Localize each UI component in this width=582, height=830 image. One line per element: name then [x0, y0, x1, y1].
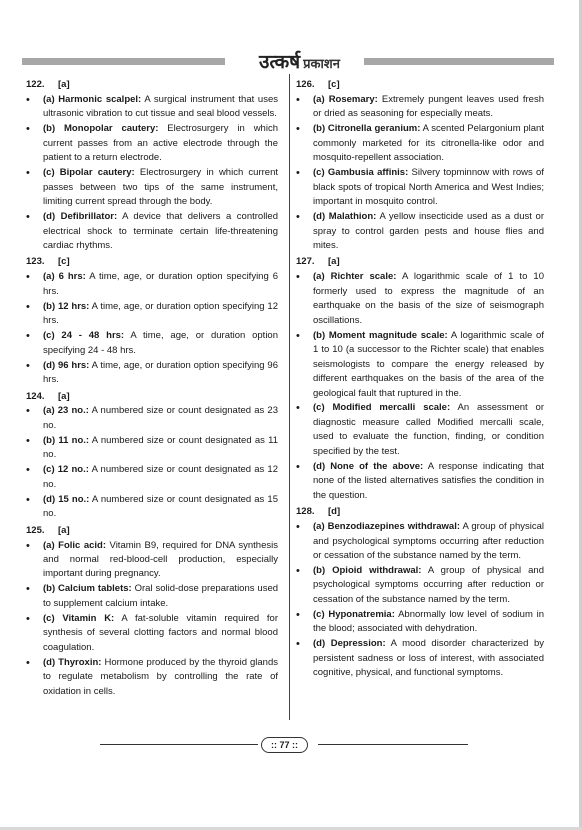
option-description: A time, age, or duration option specifying 24 - 48 hrs. [43, 330, 278, 356]
option-description: A surgical instrument that uses ultrasonic vibration to cut tissue and seal blood vessels. [43, 93, 279, 120]
option-term: (c) 12 no.: [43, 464, 89, 476]
option-description: A numbered size or count designated as 23 no. [43, 405, 278, 431]
option-description: A time, age, or duration option specifying 12 hrs. [43, 300, 278, 327]
footer-line-left [100, 744, 258, 745]
option-description: Silvery topminnow with rows of black spots of tropical North America and West Indies; important in mosquito control. [313, 167, 544, 208]
option-term: (d) Malathion: [313, 211, 377, 223]
bullet-icon: • [26, 434, 30, 447]
answer-key: [c] [58, 256, 70, 268]
question-heading [296, 255, 544, 269]
option-term: (b) Citronella geranium: [313, 123, 421, 135]
brand-main: उत्कर्ष [259, 51, 301, 73]
option-description: Oral solid-dose preparations used to supplement calcium intake. [43, 583, 279, 609]
option-term: (b) 11 no.: [43, 434, 90, 446]
bullet-icon: • [296, 564, 300, 577]
option-description: A device that delivers a controlled electrical shock to terminate certain life-threatening cardiac rhythms. [43, 211, 278, 251]
footer-line-right [318, 744, 468, 745]
option-explanation [296, 460, 544, 503]
option-term: (d) Defibrillator: [43, 211, 118, 223]
question-number: 123. [26, 256, 45, 268]
option-explanation [296, 122, 544, 165]
option-explanation [296, 270, 544, 328]
bullet-icon: • [26, 330, 30, 343]
option-description: Hormone produced by the thyroid glands to regulate metabolism by controlling the rate of oxidation in cells. [43, 656, 278, 697]
option-term: (b) Moment magnitude scale: [313, 329, 448, 341]
option-term: (b) 12 hrs: [43, 300, 90, 312]
option-term: (c) Bipolar cautery: [43, 167, 135, 179]
option-description: A numbered size or count designated as 11 no. [43, 434, 278, 461]
question-number: 125. [26, 524, 45, 536]
option-term: (a) Folic acid: [43, 539, 106, 551]
option-term: (c) Vitamin K: [43, 612, 115, 624]
option-description: A time, age, or duration option specifying 96 hrs. [43, 359, 278, 386]
option-term: (d) 96 hrs: [43, 359, 90, 371]
option-explanation [26, 434, 278, 463]
option-description: Electrosurgery in which current passes between two tips of the same instrument, limiting current spread through the body. [43, 167, 278, 208]
option-term: (c) Modified mercalli scale: [313, 402, 451, 414]
bullet-icon: • [296, 93, 300, 106]
answer-key: [c] [328, 79, 340, 90]
bullet-icon: • [296, 521, 300, 534]
right-column [296, 76, 544, 681]
option-explanation [296, 637, 544, 680]
bullet-icon: • [26, 539, 30, 552]
option-explanation [26, 122, 278, 165]
bullet-icon: • [26, 612, 30, 625]
option-explanation [296, 564, 544, 607]
question-number: 126. [296, 79, 315, 90]
question-number: 124. [26, 390, 45, 402]
option-description: Abnormally low level of sodium in the blood; associated with dehydration. [313, 608, 544, 635]
option-term: (a) 6 hrs: [43, 271, 86, 283]
header-bar-left [22, 58, 225, 65]
bullet-icon: • [296, 608, 300, 621]
option-explanation [26, 493, 278, 522]
option-term: (a) Richter scale: [313, 271, 397, 283]
question-number: 127. [296, 256, 315, 268]
option-explanation [296, 166, 544, 209]
answer-key: [a] [58, 79, 70, 90]
option-description: A yellow insecticide used as a dust or spray to control garden pests and house flies and mites. [313, 211, 544, 251]
question-heading [26, 78, 278, 92]
option-explanation [296, 608, 544, 637]
option-term: (b) Calcium tablets: [43, 583, 132, 595]
question-number: 122. [26, 79, 45, 90]
bullet-icon: • [26, 167, 30, 180]
bullet-icon: • [296, 402, 300, 415]
bullet-icon: • [26, 493, 30, 506]
option-description: A numbered size or count designated as 15 no. [43, 493, 278, 520]
bullet-icon: • [26, 583, 30, 596]
answer-key: [a] [328, 256, 340, 268]
bullet-icon: • [26, 405, 30, 418]
bullet-icon: • [26, 656, 30, 669]
bullet-icon: • [26, 464, 30, 477]
option-term: (d) Thyroxin: [43, 656, 102, 668]
option-explanation [26, 612, 278, 655]
option-term: (c) Hyponatremia: [313, 608, 395, 620]
option-term: (a) 23 no.: [43, 405, 89, 417]
option-description: A response indicating that none of the listed alternatives satisfies the condition in the question. [313, 460, 544, 501]
question-heading [26, 524, 278, 538]
page-footer [100, 737, 468, 753]
bullet-icon: • [296, 167, 300, 180]
option-explanation [26, 166, 278, 209]
option-description: A fat-soluble vitamin required for synthesis of several clotting factors and normal blood coagulation. [43, 612, 278, 653]
bullet-icon: • [296, 329, 300, 342]
option-explanation [26, 463, 278, 492]
option-term: (d) None of the above: [313, 460, 424, 472]
option-term: (b) Monopolar cautery: [43, 123, 159, 135]
bullet-icon: • [296, 211, 300, 224]
brand-sub: प्रकाशन [303, 57, 340, 72]
page-header [22, 50, 554, 76]
option-explanation [296, 210, 544, 253]
page-number: :: 77 :: [261, 737, 308, 753]
option-description: Extremely pungent leaves used fresh or dried as seasoning for especially meats. [313, 93, 545, 120]
question-heading [26, 255, 278, 269]
question-number: 128. [296, 506, 315, 518]
option-description: A time, age, or duration option specifying 6 hrs. [43, 271, 278, 297]
option-explanation [26, 300, 278, 329]
option-description: A logarithmic scale of 1 to 10 (a successor to the Richter scale) that enables seismologists to compare the energy released by different earthquakes on the basis of the area of the geological fault that ruptured in the. [313, 329, 544, 399]
option-explanation [296, 329, 544, 401]
option-description: A mood disorder characterized by persistent sadness or loss of interest, with associated cognitive, physical, and functional symptoms. [313, 638, 544, 679]
option-explanation [296, 520, 544, 563]
option-explanation [26, 359, 278, 388]
option-explanation [26, 210, 278, 253]
option-term: (d) 15 no.: [43, 493, 90, 505]
option-term: (a) Rosemary: [313, 93, 378, 105]
option-explanation [26, 582, 278, 611]
bullet-icon: • [296, 123, 300, 136]
question-heading [296, 505, 544, 519]
bullet-icon: • [296, 638, 300, 651]
option-description: Electrosurgery in which current passes from an active electrode through the patient to a return electrode. [43, 123, 278, 164]
answer-key: [a] [58, 524, 70, 536]
option-term: (d) Depression: [313, 638, 386, 650]
option-term: (a) Harmonic scalpel: [43, 93, 142, 105]
option-description: A group of physical and psychological symptoms occurring after reduction or cessation of the substance named by the term. [313, 521, 544, 561]
option-explanation [296, 93, 544, 122]
answer-key: [d] [328, 506, 341, 518]
option-term: (c) Gambusia affinis: [313, 167, 409, 179]
column-divider [289, 74, 290, 720]
option-explanation [26, 93, 278, 122]
option-explanation [296, 401, 544, 459]
option-explanation [26, 329, 278, 358]
bullet-icon: • [26, 271, 30, 284]
option-description: Vitamin B9, required for DNA synthesis and normal red-blood-cell production, especially important during pregnancy. [43, 539, 278, 580]
question-heading [26, 390, 278, 404]
option-description: A logarithmic scale of 1 to 10 formerly used to express the magnitude of an earthquake on the basis of the size of seismograph oscillations. [313, 271, 544, 326]
bullet-icon: • [26, 93, 30, 106]
bullet-icon: • [26, 359, 30, 372]
option-description: A scented Pelargonium plant commonly marketed for its citronella-like odor and mosquito-repellent association. [313, 123, 544, 164]
option-term: (a) Benzodiazepines withdrawal: [313, 521, 461, 533]
publisher-logo [232, 48, 367, 74]
option-explanation [26, 270, 278, 299]
bullet-icon: • [296, 460, 300, 473]
option-explanation [26, 539, 278, 582]
option-explanation [26, 656, 278, 699]
bullet-icon: • [26, 211, 30, 224]
left-column [26, 76, 278, 699]
header-bar-right [364, 58, 554, 65]
bullet-icon: • [26, 123, 30, 136]
option-description: A group of physical and psychological symptoms occurring after reduction or cessation of the substance named by the term. [313, 564, 544, 605]
option-term: (c) 24 - 48 hrs: [43, 330, 125, 342]
option-explanation [26, 404, 278, 433]
option-term: (b) Opioid withdrawal: [313, 564, 422, 576]
bullet-icon: • [26, 300, 30, 313]
bullet-icon: • [296, 271, 300, 284]
option-description: An assessment or diagnostic measure called Modified mercalli scale, used to evaluate the function, finding, or condition specified by the test. [313, 402, 544, 457]
option-description: A numbered size or count designated as 12 no. [43, 464, 278, 490]
question-heading [296, 78, 544, 92]
answer-key: [a] [58, 390, 70, 402]
